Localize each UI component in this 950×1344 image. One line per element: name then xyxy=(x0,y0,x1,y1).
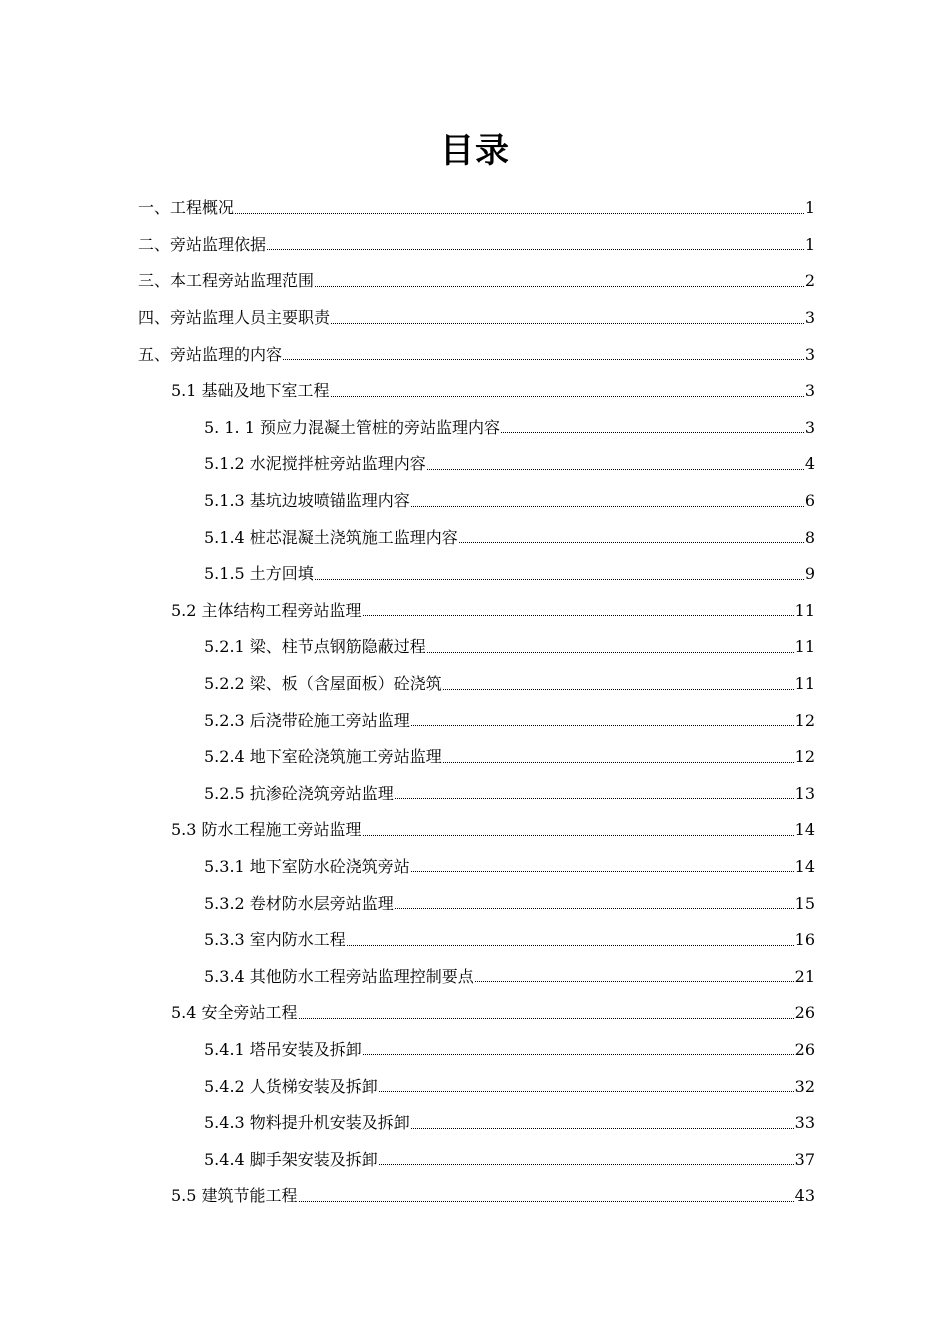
toc-entry-title: 5.3.1 地下室防水砼浇筑旁站 xyxy=(204,856,410,876)
toc-entry[interactable] xyxy=(138,556,815,593)
dot-leader xyxy=(283,359,804,360)
toc-entry[interactable] xyxy=(138,190,815,227)
dot-leader xyxy=(443,762,794,763)
toc-entry[interactable] xyxy=(138,446,815,483)
toc-entry-page-number: 6 xyxy=(804,491,815,511)
toc-entry-page-number: 14 xyxy=(794,856,815,876)
toc-entry-page-number: 9 xyxy=(804,564,815,584)
toc-entry-title: 5.1.4 桩芯混凝土浇筑施工监理内容 xyxy=(204,527,458,547)
toc-entry[interactable] xyxy=(138,702,815,739)
toc-entry[interactable] xyxy=(138,410,815,447)
toc-entry-title: 5.4.4 脚手架安装及拆卸 xyxy=(204,1149,378,1169)
toc-entry[interactable] xyxy=(138,1105,815,1142)
toc-entry-page-number: 11 xyxy=(794,674,815,694)
toc-entry[interactable] xyxy=(138,739,815,776)
dot-leader xyxy=(379,1091,794,1092)
toc-entry-title: 一、工程概况 xyxy=(138,198,235,218)
toc-entry-page-number: 15 xyxy=(794,893,815,913)
toc-entry-title: 三、本工程旁站监理范围 xyxy=(138,271,315,291)
toc-entry-page-number: 1 xyxy=(804,198,815,218)
dot-leader xyxy=(299,1201,794,1202)
toc-entry-title: 5.1 基础及地下室工程 xyxy=(171,381,330,401)
dot-leader xyxy=(315,286,804,287)
dot-leader xyxy=(315,579,804,580)
dot-leader xyxy=(395,798,794,799)
dot-leader xyxy=(443,689,794,690)
dot-leader xyxy=(331,396,804,397)
toc-entry[interactable] xyxy=(138,922,815,959)
toc-title: 目录 xyxy=(440,131,510,171)
toc-entry-page-number: 8 xyxy=(804,527,815,547)
toc-entry-title: 五、旁站监理的内容 xyxy=(138,344,283,364)
toc-entry-title: 二、旁站监理依据 xyxy=(138,234,267,254)
dot-leader xyxy=(427,469,804,470)
toc-entry-title: 5. 1. 1 预应力混凝土管桩的旁站监理内容 xyxy=(204,417,500,437)
toc-entry-page-number: 14 xyxy=(794,820,815,840)
toc-entry-page-number: 37 xyxy=(794,1149,815,1169)
toc-entry[interactable] xyxy=(138,483,815,520)
toc-entry-title: 5.1.3 基坑边坡喷锚监理内容 xyxy=(204,491,410,511)
toc-entry-title: 四、旁站监理人员主要职责 xyxy=(138,308,331,328)
toc-entry[interactable] xyxy=(138,1141,815,1178)
toc-entry-page-number: 3 xyxy=(804,381,815,401)
toc-entry-page-number: 32 xyxy=(794,1076,815,1096)
toc-entry[interactable] xyxy=(138,885,815,922)
toc-entry[interactable] xyxy=(138,958,815,995)
toc-entry-page-number: 21 xyxy=(794,966,815,986)
toc-entry-page-number: 11 xyxy=(794,637,815,657)
dot-leader xyxy=(411,506,804,507)
toc-entry-page-number: 2 xyxy=(804,271,815,291)
toc-entry[interactable] xyxy=(138,1032,815,1069)
dot-leader xyxy=(331,323,804,324)
toc-entry-title: 5.2.5 抗渗砼浇筑旁站监理 xyxy=(204,783,394,803)
toc-entry-page-number: 3 xyxy=(804,417,815,437)
toc-entry-page-number: 26 xyxy=(794,1003,815,1023)
toc-entry-title: 5.2 主体结构工程旁站监理 xyxy=(171,600,362,620)
toc-entry-page-number: 3 xyxy=(804,344,815,364)
dot-leader xyxy=(411,871,794,872)
toc-entry-page-number: 43 xyxy=(794,1186,815,1206)
toc-entry-page-number: 33 xyxy=(794,1113,815,1133)
toc-entry[interactable] xyxy=(138,593,815,630)
dot-leader xyxy=(347,945,794,946)
toc-entry-title: 5.3.3 室内防水工程 xyxy=(204,930,346,950)
toc-entry-title: 5.4.1 塔吊安装及拆卸 xyxy=(204,1039,362,1059)
toc-entry[interactable] xyxy=(138,995,815,1032)
toc-entry[interactable] xyxy=(138,849,815,886)
toc-entry-title: 5.2.3 后浇带砼施工旁站监理 xyxy=(204,710,410,730)
toc-entry-page-number: 3 xyxy=(804,308,815,328)
toc-entry-title: 5.2.2 梁、板（含屋面板）砼浇筑 xyxy=(204,674,442,694)
toc-entry-page-number: 4 xyxy=(804,454,815,474)
dot-leader xyxy=(427,652,794,653)
toc-entry[interactable] xyxy=(138,1068,815,1105)
toc-entry-title: 5.3 防水工程施工旁站监理 xyxy=(171,820,362,840)
dot-leader xyxy=(459,542,804,543)
toc-entry-page-number: 26 xyxy=(794,1039,815,1059)
toc-entry-title: 5.4.3 物料提升机安装及拆卸 xyxy=(204,1113,410,1133)
toc-entry-page-number: 16 xyxy=(794,930,815,950)
toc-entry-title: 5.5 建筑节能工程 xyxy=(171,1186,298,1206)
toc-list xyxy=(138,190,815,1215)
toc-entry[interactable] xyxy=(138,776,815,813)
toc-entry-title: 5.1.5 土方回填 xyxy=(204,564,314,584)
dot-leader xyxy=(363,835,794,836)
toc-entry-page-number: 11 xyxy=(794,600,815,620)
dot-leader xyxy=(299,1018,794,1019)
toc-entry-title: 5.4.2 人货梯安装及拆卸 xyxy=(204,1076,378,1096)
toc-entry[interactable] xyxy=(138,1178,815,1215)
dot-leader xyxy=(379,1164,794,1165)
toc-entry-title: 5.3.4 其他防水工程旁站监理控制要点 xyxy=(204,966,474,986)
toc-entry[interactable] xyxy=(138,629,815,666)
toc-entry[interactable] xyxy=(138,263,815,300)
dot-leader xyxy=(363,615,794,616)
dot-leader xyxy=(235,213,804,214)
toc-entry[interactable] xyxy=(138,812,815,849)
toc-entry-page-number: 12 xyxy=(794,747,815,767)
toc-entry[interactable] xyxy=(138,519,815,556)
toc-entry-page-number: 1 xyxy=(804,234,815,254)
toc-entry-page-number: 13 xyxy=(794,783,815,803)
dot-leader xyxy=(411,1128,794,1129)
toc-entry[interactable] xyxy=(138,336,815,373)
dot-leader xyxy=(363,1054,794,1055)
toc-entry[interactable] xyxy=(138,373,815,410)
toc-entry[interactable] xyxy=(138,227,815,264)
toc-entry-title: 5.4 安全旁站工程 xyxy=(171,1003,298,1023)
dot-leader xyxy=(411,725,794,726)
toc-entry[interactable] xyxy=(138,666,815,703)
toc-entry[interactable] xyxy=(138,300,815,337)
toc-entry-title: 5.2.4 地下室砼浇筑施工旁站监理 xyxy=(204,747,442,767)
toc-entry-title: 5.3.2 卷材防水层旁站监理 xyxy=(204,893,394,913)
dot-leader xyxy=(501,432,804,433)
toc-entry-title: 5.2.1 梁、柱节点钢筋隐蔽过程 xyxy=(204,637,426,657)
toc-entry-title: 5.1.2 水泥搅拌桩旁站监理内容 xyxy=(204,454,426,474)
dot-leader xyxy=(395,908,794,909)
dot-leader xyxy=(267,249,804,250)
dot-leader xyxy=(475,981,794,982)
toc-entry-page-number: 12 xyxy=(794,710,815,730)
